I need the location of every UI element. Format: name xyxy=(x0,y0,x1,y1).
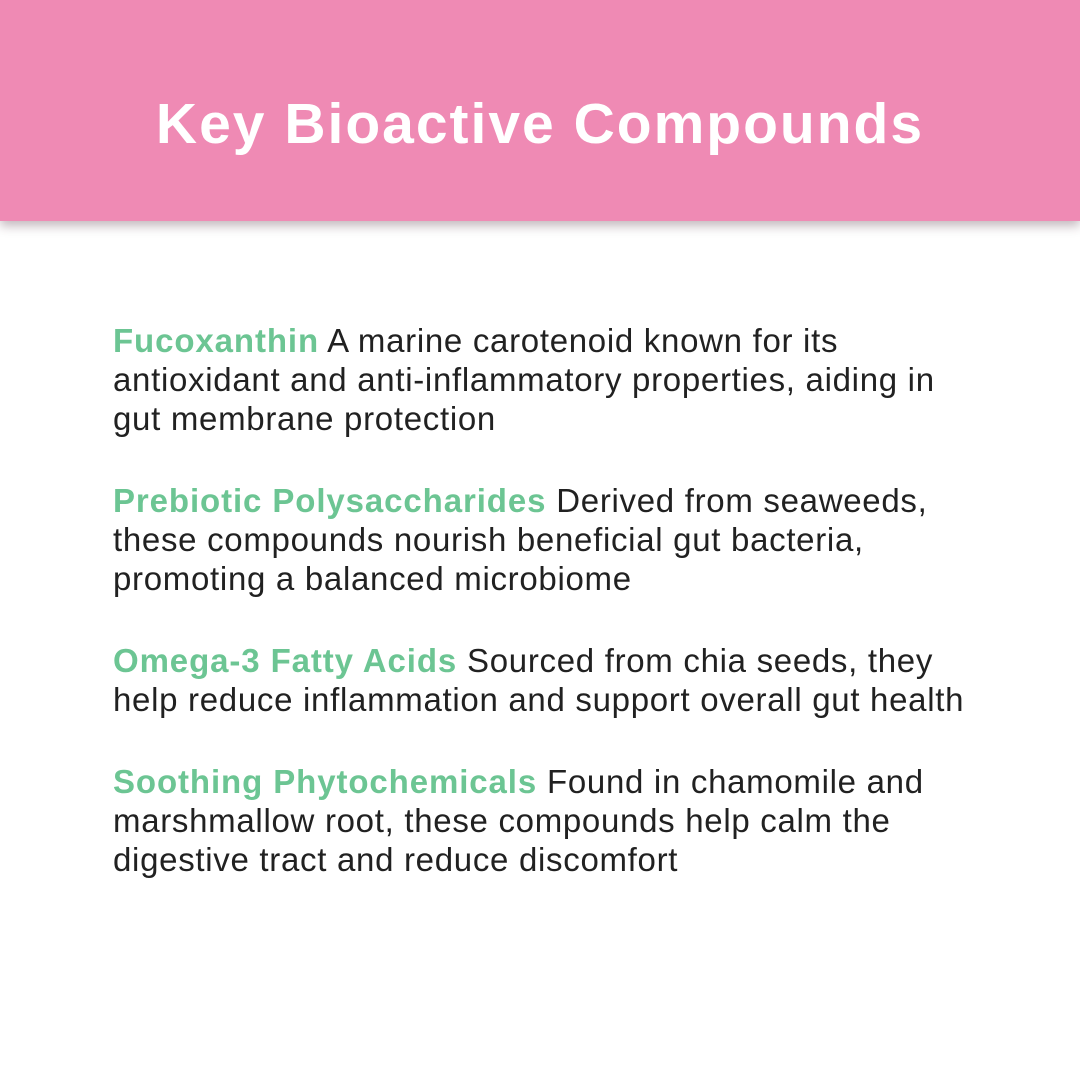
page-title: Key Bioactive Compounds xyxy=(155,92,925,156)
compound-item xyxy=(113,641,970,719)
compound-item xyxy=(113,481,970,598)
compound-term: Soothing Phytochemicals xyxy=(113,763,538,800)
compound-description: Found in chamomile and marshmallow root, these compounds help calm the digestive tract and reduce discomfort xyxy=(113,763,924,878)
compound-term: Prebiotic Polysaccharides xyxy=(113,482,547,519)
compound-term: Omega-3 Fatty Acids xyxy=(113,642,458,679)
compound-list xyxy=(0,221,1080,879)
compound-item xyxy=(113,321,970,438)
compound-description: A marine carotenoid known for its antioxidant and anti-inflammatory properties, aiding in gut membrane protection xyxy=(113,322,935,437)
compound-description: Derived from seaweeds, these compounds nourish beneficial gut bacteria, promoting a balanced microbiome xyxy=(113,482,928,597)
compound-description: Sourced from chia seeds, they help reduce inflammation and support overall gut health xyxy=(113,642,965,718)
header-banner xyxy=(0,0,1080,221)
compound-term: Fucoxanthin xyxy=(113,322,320,359)
compound-item xyxy=(113,762,970,879)
